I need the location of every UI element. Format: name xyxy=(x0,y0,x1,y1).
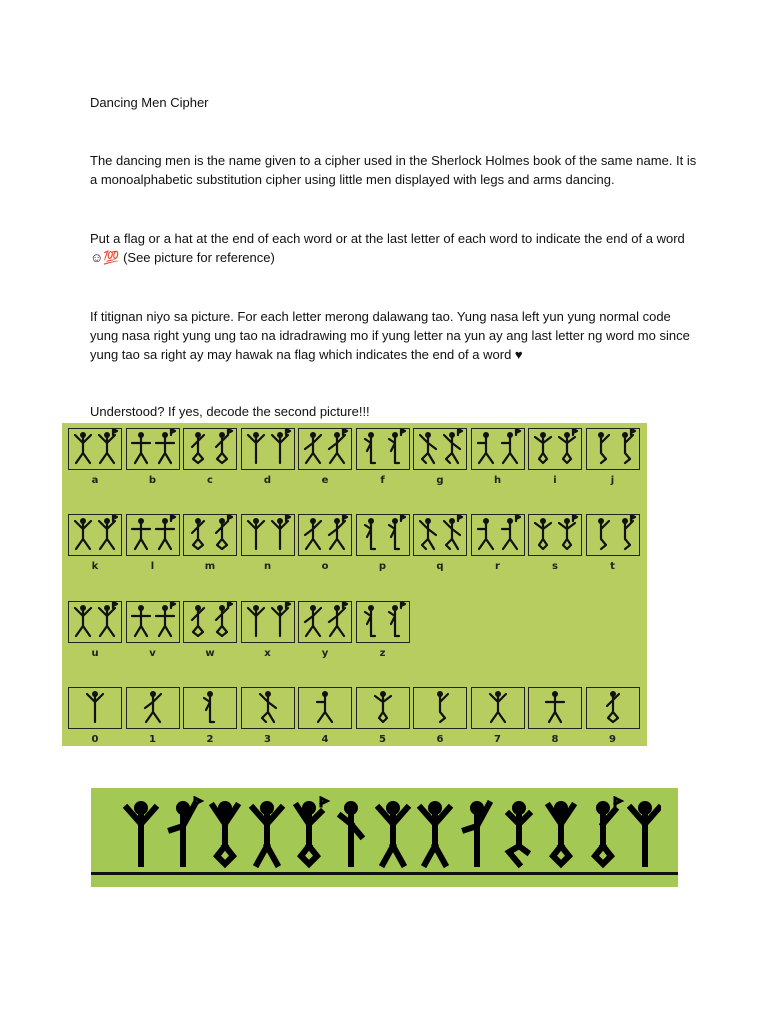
document-title: Dancing Men Cipher xyxy=(90,95,209,110)
dancing-man-glyph xyxy=(68,514,122,556)
text-line: The dancing men is the name given to a cipher used in the Sherlock Holmes book of the same name. It is xyxy=(90,153,697,168)
dancing-man-glyph xyxy=(126,428,180,470)
cipher-label: r xyxy=(495,561,500,572)
cipher-cell xyxy=(586,509,640,579)
dancing-man-glyph xyxy=(241,514,295,556)
cipher-cell xyxy=(126,596,180,666)
encoded-dancing-man xyxy=(379,801,407,864)
text-line: yung tao sa right ay may hawak na flag which indicates the end of a word ♥ xyxy=(90,347,523,362)
cipher-label: 9 xyxy=(609,734,616,745)
cipher-cell xyxy=(298,423,352,493)
encoded-dancing-man xyxy=(213,801,237,864)
cipher-cell xyxy=(241,682,295,752)
cipher-label: p xyxy=(378,561,387,572)
encoded-dancing-man xyxy=(631,801,659,864)
dancing-man-glyph xyxy=(183,601,237,643)
encoded-dancing-man xyxy=(341,801,361,864)
cipher-label: i xyxy=(553,475,557,486)
cipher-label: k xyxy=(91,561,99,572)
cipher-label: u xyxy=(91,648,99,659)
cipher-cell xyxy=(183,509,237,579)
cipher-label: y xyxy=(321,648,329,659)
cipher-label: q xyxy=(436,561,444,572)
dancing-man-glyph xyxy=(528,514,582,556)
dancing-man-glyph xyxy=(241,428,295,470)
dancing-man-glyph xyxy=(413,428,467,470)
cipher-label: 7 xyxy=(494,734,501,745)
cipher-cell xyxy=(413,509,467,579)
cipher-cell xyxy=(126,509,180,579)
encoded-dancing-man xyxy=(595,798,621,864)
cipher-label: e xyxy=(321,475,329,486)
cipher-label: c xyxy=(207,475,213,486)
dancing-man-glyph xyxy=(126,514,180,556)
cipher-label: 0 xyxy=(91,734,99,745)
dancing-man-glyph xyxy=(413,687,467,729)
cipher-label: t xyxy=(610,561,615,572)
message-baseline xyxy=(91,872,678,875)
cipher-cell xyxy=(183,423,237,493)
dancing-man-glyph xyxy=(241,687,295,729)
cipher-cell xyxy=(413,682,467,752)
dancing-man-glyph xyxy=(471,687,525,729)
dancing-man-glyph xyxy=(413,514,467,556)
cipher-key-image xyxy=(62,423,647,746)
cipher-cell xyxy=(528,423,582,493)
encoded-dancing-man xyxy=(509,801,529,864)
dancing-man-glyph xyxy=(356,428,410,470)
cipher-cell xyxy=(586,423,640,493)
cipher-label: 8 xyxy=(551,734,559,745)
cipher-label: h xyxy=(493,475,502,486)
cipher-row xyxy=(68,682,643,752)
cipher-cell xyxy=(298,596,352,666)
dancing-man-glyph xyxy=(126,687,180,729)
cipher-cell xyxy=(356,423,410,493)
cipher-cell xyxy=(528,509,582,579)
text-line: Put a flag or a hat at the end of each word or at the last letter of each word to indicate the end of a word xyxy=(90,231,685,246)
cipher-row xyxy=(68,509,643,579)
cipher-label: x xyxy=(264,648,271,659)
cipher-cell xyxy=(126,423,180,493)
cipher-cell xyxy=(68,596,122,666)
dancing-man-glyph xyxy=(356,514,410,556)
cipher-label: z xyxy=(379,648,386,659)
cipher-cell xyxy=(298,682,352,752)
cipher-label: j xyxy=(610,475,615,486)
flag-instruction-paragraph xyxy=(90,229,690,267)
cipher-label: a xyxy=(91,475,99,486)
cipher-label: 5 xyxy=(379,734,386,745)
cipher-label: 3 xyxy=(264,734,271,745)
dancing-man-glyph xyxy=(68,687,122,729)
cipher-cell xyxy=(356,682,410,752)
cipher-label: b xyxy=(148,475,157,486)
cipher-label: 2 xyxy=(206,734,214,745)
cipher-label: l xyxy=(150,561,155,572)
encoded-dancing-man xyxy=(253,801,281,864)
encoded-dancing-man xyxy=(421,801,449,864)
dancing-man-glyph xyxy=(356,687,410,729)
cipher-label: 1 xyxy=(149,734,156,745)
encoded-dancing-man xyxy=(549,801,573,864)
encoded-message-image xyxy=(91,788,678,887)
dancing-man-glyph xyxy=(471,428,525,470)
dancing-man-glyph xyxy=(586,514,640,556)
dancing-man-glyph xyxy=(528,687,582,729)
cipher-cell xyxy=(241,596,295,666)
dancing-man-glyph xyxy=(298,514,352,556)
cipher-cell xyxy=(356,596,410,666)
cipher-label: d xyxy=(263,475,272,486)
dancing-man-glyph xyxy=(183,428,237,470)
cipher-label: o xyxy=(321,561,329,572)
cipher-label: f xyxy=(380,475,385,486)
cipher-label: g xyxy=(436,475,444,486)
challenge-prompt: Understood? If yes, decode the second picture!!! xyxy=(90,404,370,419)
dancing-man-glyph xyxy=(68,428,122,470)
dancing-man-glyph xyxy=(586,687,640,729)
dancing-man-glyph xyxy=(586,428,640,470)
dancing-man-glyph xyxy=(241,601,295,643)
cipher-label: 4 xyxy=(321,734,329,745)
cipher-cell xyxy=(126,682,180,752)
encoded-dancing-man xyxy=(171,798,201,864)
cipher-cell xyxy=(471,682,525,752)
cipher-cell xyxy=(241,509,295,579)
cipher-cell xyxy=(241,423,295,493)
encoded-dancing-man xyxy=(297,798,327,864)
cipher-row xyxy=(68,596,643,666)
tagalog-explanation-paragraph xyxy=(90,307,690,364)
cipher-label: n xyxy=(263,561,272,572)
dancing-man-glyph xyxy=(298,428,352,470)
encoded-dancing-man xyxy=(127,801,155,864)
cipher-label: m xyxy=(204,561,216,572)
text-line: a monoalphabetic substitution cipher using little men displayed with legs and arms dancing. xyxy=(90,172,615,187)
cipher-cell xyxy=(586,682,640,752)
dancing-man-glyph xyxy=(356,601,410,643)
dancing-man-glyph xyxy=(528,428,582,470)
cipher-label: w xyxy=(205,648,215,659)
cipher-cell xyxy=(68,423,122,493)
text-line: ☺💯 (See picture for reference) xyxy=(90,250,275,265)
cipher-cell xyxy=(298,509,352,579)
text-line: If titignan niyo sa picture. For each letter merong dalawang tao. Yung nasa left yun yung normal code xyxy=(90,309,671,324)
encoded-message-figures xyxy=(121,796,661,876)
cipher-label: 6 xyxy=(436,734,444,745)
cipher-label: s xyxy=(552,561,558,572)
dancing-man-glyph xyxy=(298,601,352,643)
cipher-row xyxy=(68,423,643,493)
text-line: yung nasa right yung ung tao na idradrawing mo if yung letter na yun ay ang last letter ng word mo since xyxy=(90,328,690,343)
cipher-cell xyxy=(471,423,525,493)
dancing-man-glyph xyxy=(68,601,122,643)
intro-paragraph xyxy=(90,151,697,189)
encoded-dancing-man xyxy=(465,801,489,864)
dancing-man-glyph xyxy=(183,514,237,556)
cipher-cell xyxy=(68,682,122,752)
dancing-man-glyph xyxy=(298,687,352,729)
cipher-cell xyxy=(183,682,237,752)
dancing-man-glyph xyxy=(183,687,237,729)
cipher-cell xyxy=(471,509,525,579)
cipher-label: v xyxy=(149,648,156,659)
dancing-man-glyph xyxy=(126,601,180,643)
cipher-cell xyxy=(413,423,467,493)
cipher-cell xyxy=(528,682,582,752)
cipher-cell xyxy=(356,509,410,579)
cipher-cell xyxy=(183,596,237,666)
dancing-man-glyph xyxy=(471,514,525,556)
cipher-cell xyxy=(68,509,122,579)
